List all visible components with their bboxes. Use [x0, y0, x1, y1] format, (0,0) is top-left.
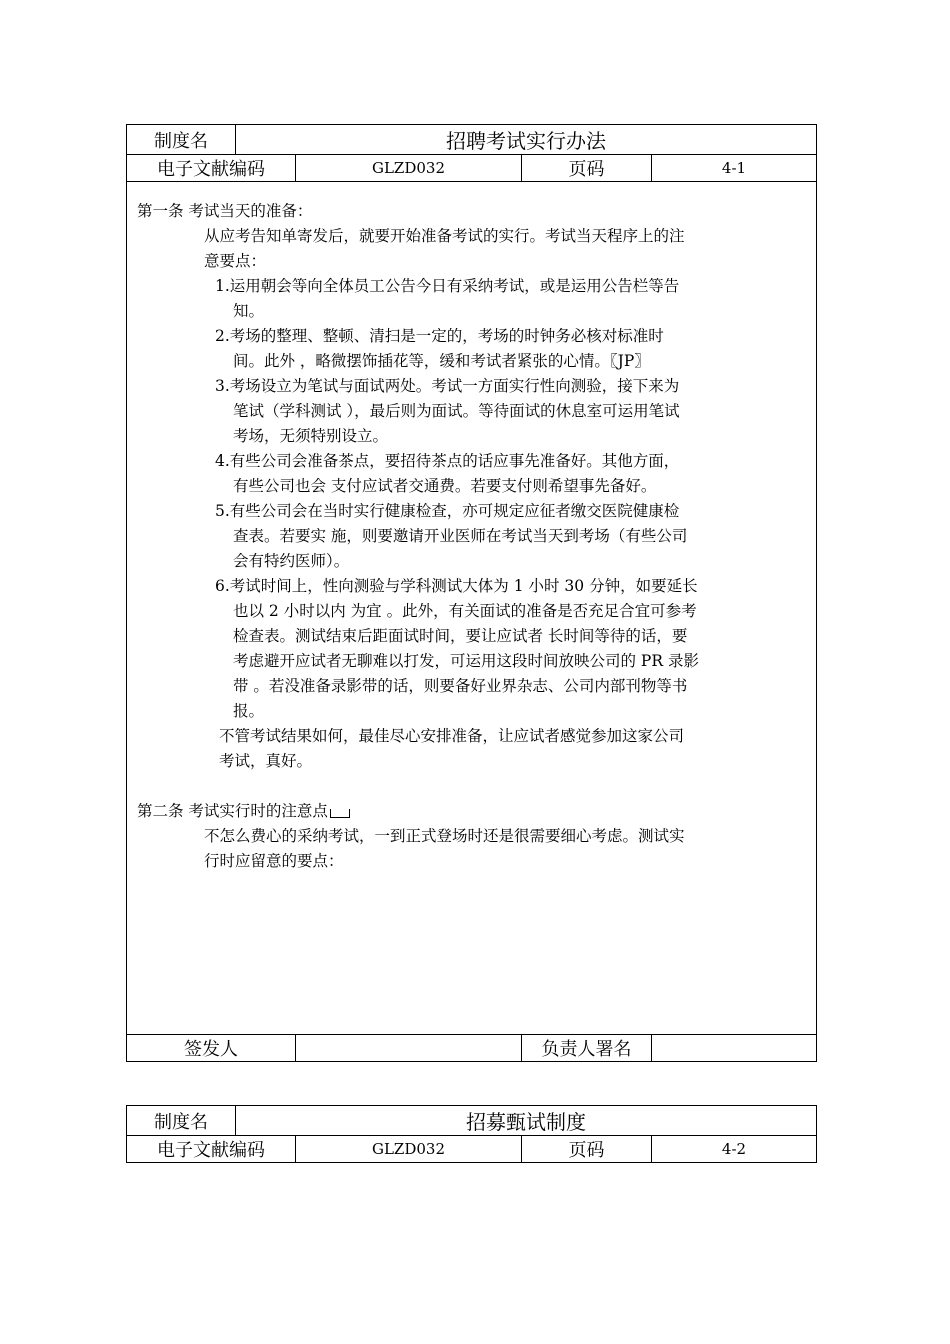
list-item-5: 5.有些公司会在当时实行健康检查，亦可规定应征者缴交医院健康检: [215, 502, 680, 520]
text-line: 意要点：: [204, 252, 267, 270]
page-value: 4-1: [652, 155, 817, 182]
document-table-2: [126, 1105, 817, 1163]
label-system-name: 制度名: [127, 125, 236, 155]
signer-value: [652, 1035, 817, 1062]
text-line: 从应考告知单寄发后，就要开始准备考试的实行。考试当天程序上的注: [204, 227, 685, 245]
text-line: 有些公司也会 支付应试者交通费。若要支付则希望事先备好。: [233, 477, 657, 495]
text-line: 报。: [233, 702, 265, 720]
document-title: 招募甄试制度: [236, 1106, 817, 1136]
label-page: 页码: [522, 1136, 652, 1163]
text-line: 考试，真好。: [219, 752, 313, 770]
document-body: [127, 182, 817, 1035]
text-line: 不管考试结果如何，最佳尽心安排准备，让应试者感觉参加这家公司: [219, 727, 685, 745]
text-line: 带 。若没准备录影带的话，则要备好业界杂志、公司内部刊物等书: [233, 677, 688, 695]
text-line: 笔试（学科测试 ），最后则为面试。等待面试的休息室可运用笔试: [233, 402, 680, 420]
label-system-name: 制度名: [127, 1106, 236, 1136]
doc-code-value: GLZD032: [296, 155, 522, 182]
label-doc-code: 电子文献编码: [127, 1136, 296, 1163]
label-signer: 负责人署名: [522, 1035, 652, 1062]
text-line: 会有特约医师）。: [233, 552, 350, 570]
list-item-2: 2.考场的整理、整顿、清扫是一定的，考场的时钟务必核对标准时: [215, 327, 664, 345]
text-line: 考虑避开应试者无聊难以打发，可运用这段时间放映公司的 PR 录影: [233, 652, 699, 670]
label-doc-code: 电子文献编码: [127, 155, 296, 182]
text-line: 也以 2 小时以内 为宜 。此外，有关面试的准备是否充足合宜可参考: [233, 602, 697, 620]
label-page: 页码: [522, 155, 652, 182]
document-title: 招聘考试实行办法: [236, 125, 817, 155]
text-line: 行时应留意的要点：: [204, 852, 344, 870]
article-2-heading: [137, 799, 350, 824]
label-issuer: 签发人: [127, 1035, 296, 1062]
page-value: 4-2: [652, 1136, 817, 1163]
text-line: 检查表。测试结束后距面试时间，要让应试者 长时间等待的话，要: [233, 627, 688, 645]
list-item-1: 1.运用朝会等向全体员工公告今日有采纳考试，或是运用公告栏等告: [215, 277, 680, 295]
list-item-3: 3.考场设立为笔试与面试两处。考试一方面实行性向测验，接下来为: [215, 377, 680, 395]
text-cursor-icon: [330, 809, 350, 818]
text-line: 考场，无须特别设立。: [233, 427, 389, 445]
text-line: 间。此外 ，略微摆饰插花等，缓和考试者紧张的心情。〖JP〗: [233, 352, 650, 370]
article-2-heading-text: 第二条 考试实行时的注意点: [137, 802, 328, 820]
text-line: 知。: [233, 302, 265, 320]
text-line: 不怎么费心的采纳考试，一到正式登场时还是很需要细心考虑。测试实: [204, 827, 685, 845]
document-table-1: [126, 124, 817, 1062]
list-item-4: 4.有些公司会准备茶点，要招待茶点的话应事先准备好。其他方面，: [215, 452, 680, 470]
list-item-6: 6.考试时间上，性向测验与学科测试大体为 1 小时 30 分钟，如要延长: [215, 577, 698, 595]
issuer-value: [296, 1035, 522, 1062]
text-line: 查表。若要实 施，则要邀请开业医师在考试当天到考场（有些公司: [233, 527, 688, 545]
doc-code-value: GLZD032: [296, 1136, 522, 1163]
article-1-heading: 第一条 考试当天的准备：: [137, 202, 313, 220]
